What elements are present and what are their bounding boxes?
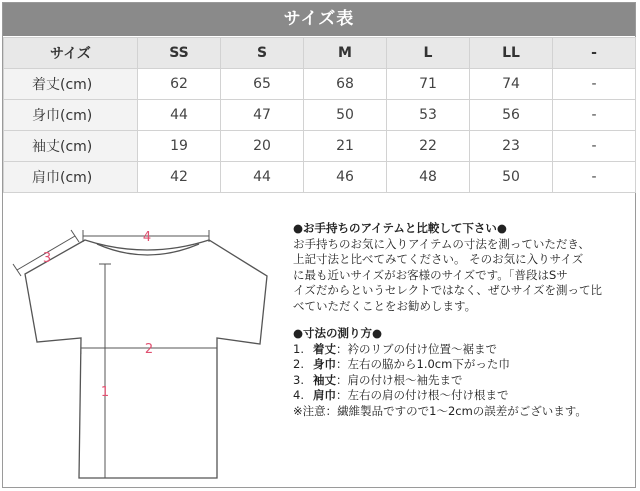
compare-line: お手持ちのお気に入りアイテムの寸法を測っていただき、 [293,236,590,251]
method-num: 1. [293,341,304,356]
method-term: 身巾 [313,357,336,371]
method-term: 袖丈 [313,372,336,387]
compare-line: に最も近いサイズがお客様のサイズです。「普段はSサ [293,267,568,282]
table-cell: 68 [304,69,387,100]
table-cell: 46 [304,162,387,193]
table-header-row [4,38,636,69]
measure-method [293,326,633,404]
compare-line: 上記寸法と比べてみてください。 そのお気に入りサイズ [293,252,584,266]
tshirt-measurement-diagram [7,214,269,484]
method-num: 4. [293,388,304,402]
row-label: 肩巾(cm) [4,162,138,193]
table-cell: - [553,131,636,162]
header-cell-size: L [387,38,470,69]
method-desc: ：左右の肩の付け根～付け根まで [336,388,509,402]
list-item [293,342,633,358]
table-cell: 48 [387,162,470,193]
table-cell: 19 [138,131,221,162]
caution-note: ※注意：繊維製品ですので1～2cmの誤差がございます。 [293,403,587,418]
header-cell-size: M [304,38,387,69]
compare-line: べていただくことをお勧めします。 [293,298,477,313]
table-row [4,162,636,193]
table-cell: 44 [221,162,304,193]
table-cell: 42 [138,162,221,193]
row-label: 身巾(cm) [4,100,138,131]
compare-heading: ●お手持ちのアイテムと比較して下さい● [293,221,507,235]
table-cell: 22 [387,131,470,162]
row-label: 袖丈(cm) [4,131,138,162]
method-desc: ：肩の付け根～袖先まで [336,372,463,387]
size-table [3,37,636,193]
table-cell: 56 [470,100,553,131]
header-cell-size: LL [470,38,553,69]
compare-line: イズだからというセレクトではなく、ぜひサイズを測って比 [293,283,603,297]
list-item [293,357,633,373]
list-item [293,388,633,404]
table-cell: - [553,100,636,131]
measure-label-2: 2 [144,342,154,357]
table-cell: - [553,162,636,193]
page-title: サイズ表 [3,3,635,36]
method-desc: ：左右の脇から1.0cm下がった巾 [336,357,510,371]
tshirt-outline-icon [25,240,267,478]
header-cell-size-label: サイズ [4,38,138,69]
measure-label-4: 4 [142,230,152,245]
method-heading: ●寸法の測り方● [293,326,383,340]
table-row [4,100,636,131]
info-section [3,200,635,486]
header-cell-size: SS [138,38,221,69]
row-label: 着丈(cm) [4,69,138,100]
table-cell: 62 [138,69,221,100]
method-desc: ：衿のリブの付け位置～裾まで [336,341,497,356]
notes-panel [293,221,633,419]
table-cell: 50 [470,162,553,193]
table-cell: 74 [470,69,553,100]
method-term: 着丈 [313,341,336,356]
table-cell: 21 [304,131,387,162]
method-term: 肩巾 [313,388,336,402]
method-num: 3. [293,372,304,387]
list-item [293,373,633,389]
table-row [4,131,636,162]
table-row [4,69,636,100]
header-cell-size: S [221,38,304,69]
table-cell: - [553,69,636,100]
table-cell: 44 [138,100,221,131]
measure-label-3: 3 [42,251,52,266]
table-cell: 65 [221,69,304,100]
table-cell: 53 [387,100,470,131]
method-num: 2. [293,357,304,371]
table-cell: 71 [387,69,470,100]
header-cell-size: - [553,38,636,69]
measure-label-1: 1 [100,385,110,400]
table-cell: 20 [221,131,304,162]
table-cell: 50 [304,100,387,131]
table-cell: 23 [470,131,553,162]
table-cell: 47 [221,100,304,131]
